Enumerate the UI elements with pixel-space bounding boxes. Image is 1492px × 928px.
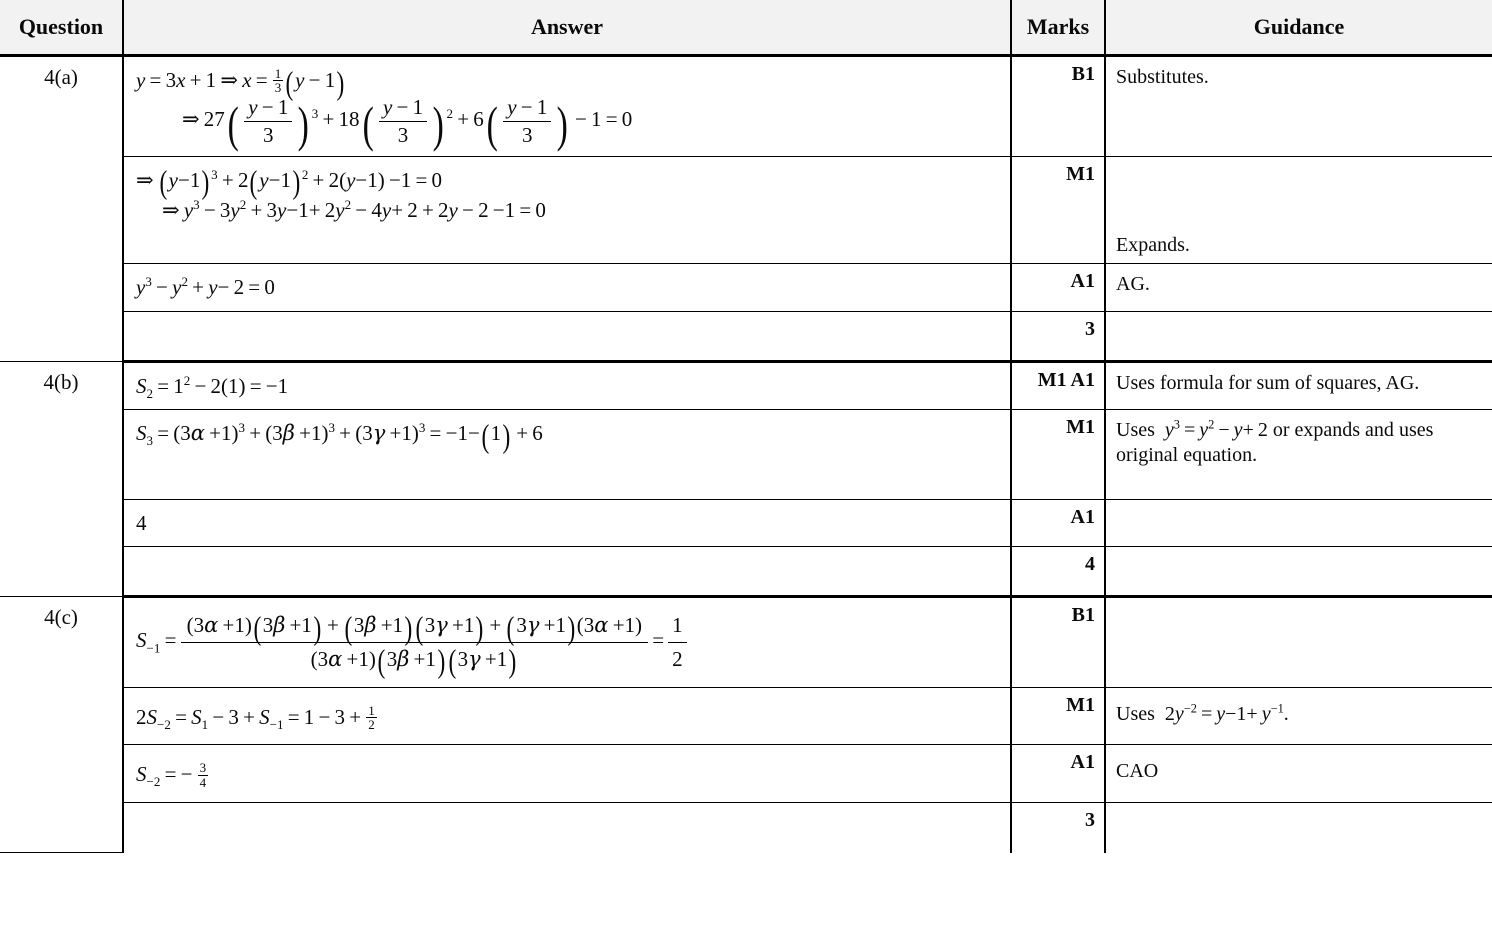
- marks-cell: M1: [1011, 687, 1105, 744]
- answer-cell-4a-3: [123, 264, 1011, 311]
- table-row-total: [0, 547, 1492, 597]
- guidance-cell: [1105, 499, 1492, 546]
- math-line: y = 3x + 1 ⇒ x = $\frac{1}{3}$ (y − 1): [136, 65, 345, 102]
- math-line: $S_{-1}$ = $\frac{(3\alpha +1)(3\beta +1) + (3\beta +1)(3\gamma +1) + (3\gamma +1)(3\alpha +1)}{(3\alpha +1)(3\beta +1)(3\gamma +1)}$ = $\frac{1}{2}$: [136, 612, 1010, 673]
- answer-cell-4b-1: [123, 361, 1011, 409]
- marks-cell: A1: [1011, 264, 1105, 311]
- table-row-total: [0, 802, 1492, 853]
- question-label-4a: 4(a): [0, 56, 123, 362]
- guidance-cell: [1105, 687, 1492, 744]
- guidance-cell: AG.: [1105, 264, 1492, 311]
- guidance-cell-empty: [1105, 311, 1492, 361]
- math-line: $S_2 = 1^2 - 2(1) = -1$: [136, 372, 289, 401]
- table-row: [0, 687, 1492, 744]
- guidance-cell: [1105, 410, 1492, 499]
- math-line: $y^3 - y^2 + y- 2 = 0$: [136, 274, 275, 300]
- column-header-guidance: Guidance: [1105, 0, 1492, 56]
- math-line: ⇒ (y−1) $^3$ + 2(y−1) $^2$ + 2(y−1) −1 = 0: [136, 165, 443, 202]
- math-line: ⇒ $y^3 - 3y^2 + 3y-1+ 2y^2 - 4y+ 2 + 2y - 2 -1 = 0$: [162, 197, 546, 223]
- guidance-cell: Uses formula for sum of squares, AG.: [1105, 361, 1492, 409]
- guidance-cell: [1105, 597, 1492, 688]
- table-body: [0, 56, 1492, 853]
- math-line: $S_{-2}$ = − $\frac{3}{4}$: [136, 760, 207, 790]
- answer-cell-4b-3: [123, 499, 1011, 546]
- column-header-marks: Marks: [1011, 0, 1105, 56]
- guidance-cell-empty: [1105, 547, 1492, 597]
- guidance-text-lead: Uses: [1116, 419, 1155, 442]
- answer-cell-4a-2: [123, 156, 1011, 263]
- column-header-answer: Answer: [123, 0, 1011, 56]
- math-line: ⇒ 27( $\frac{y - 1}{3}$ ) $^3$ + 18( $\frac{y - 1}{3}$ ) $^2$ + 6( $\frac{y - 1}{3}$ ) − 1 = 0: [182, 95, 633, 153]
- question-label-4c: 4(c): [0, 597, 123, 853]
- answer-cell-4c-2: [123, 687, 1011, 744]
- answer-cell-empty: [123, 547, 1011, 597]
- table-row: [0, 156, 1492, 263]
- guidance-math: $2y^{-2} = y-1+ y^{-1}$: [1164, 701, 1284, 725]
- answer-cell-4b-2: [123, 410, 1011, 499]
- column-header-question: Question: [0, 0, 123, 56]
- marks-cell: M1 A1: [1011, 361, 1105, 409]
- math-line: $2S_{-2} = S_1 - 3 + S_{-1} = 1 - 3$ + $\frac{1}{2}$: [136, 703, 375, 733]
- table-row: [0, 499, 1492, 546]
- guidance-cell: CAO: [1105, 745, 1492, 802]
- answer-cell-4c-1: [123, 597, 1011, 688]
- marks-cell: B1: [1011, 597, 1105, 688]
- table-row: [0, 264, 1492, 311]
- marks-total-4b: 4: [1011, 547, 1105, 597]
- guidance-text-lead: Uses: [1116, 702, 1155, 725]
- guidance-cell-empty: [1105, 802, 1492, 853]
- table-row: [0, 56, 1492, 157]
- table-row: [0, 597, 1492, 688]
- table-row: [0, 361, 1492, 409]
- guidance-text-mid: or expands and: [1272, 419, 1394, 442]
- header-row: [0, 0, 1492, 56]
- table-row-total: [0, 311, 1492, 361]
- math-line: 4: [136, 510, 147, 535]
- answer-cell-empty: [123, 802, 1011, 853]
- guidance-cell: Substitutes.: [1105, 56, 1492, 157]
- guidance-cell: Expands.: [1105, 156, 1492, 263]
- answer-cell-4c-3: [123, 745, 1011, 802]
- marks-cell: A1: [1011, 745, 1105, 802]
- guidance-text-tail: uses original equation.: [1116, 419, 1434, 466]
- guidance-math: $y^3 = y^2 - y+ 2$: [1164, 417, 1268, 442]
- answer-cell-4a-1: [123, 56, 1011, 157]
- marks-total-4c: 3: [1011, 802, 1105, 853]
- marks-cell: M1: [1011, 410, 1105, 499]
- marks-total-4a: 3: [1011, 311, 1105, 361]
- table-row: [0, 745, 1492, 802]
- marks-cell: B1: [1011, 56, 1105, 157]
- table-row: [0, 410, 1492, 499]
- math-line: $S_3 = (3\alpha +1)^3 + (3\beta +1)^3 + (3\gamma +1)^3 = -1-(1) + 6$: [136, 418, 543, 455]
- table-header: [0, 0, 1492, 56]
- marks-cell: M1: [1011, 156, 1105, 263]
- guidance-period: .: [1283, 702, 1289, 725]
- answer-cell-empty: [123, 311, 1011, 361]
- marks-cell: A1: [1011, 499, 1105, 546]
- question-label-4b: 4(b): [0, 361, 123, 596]
